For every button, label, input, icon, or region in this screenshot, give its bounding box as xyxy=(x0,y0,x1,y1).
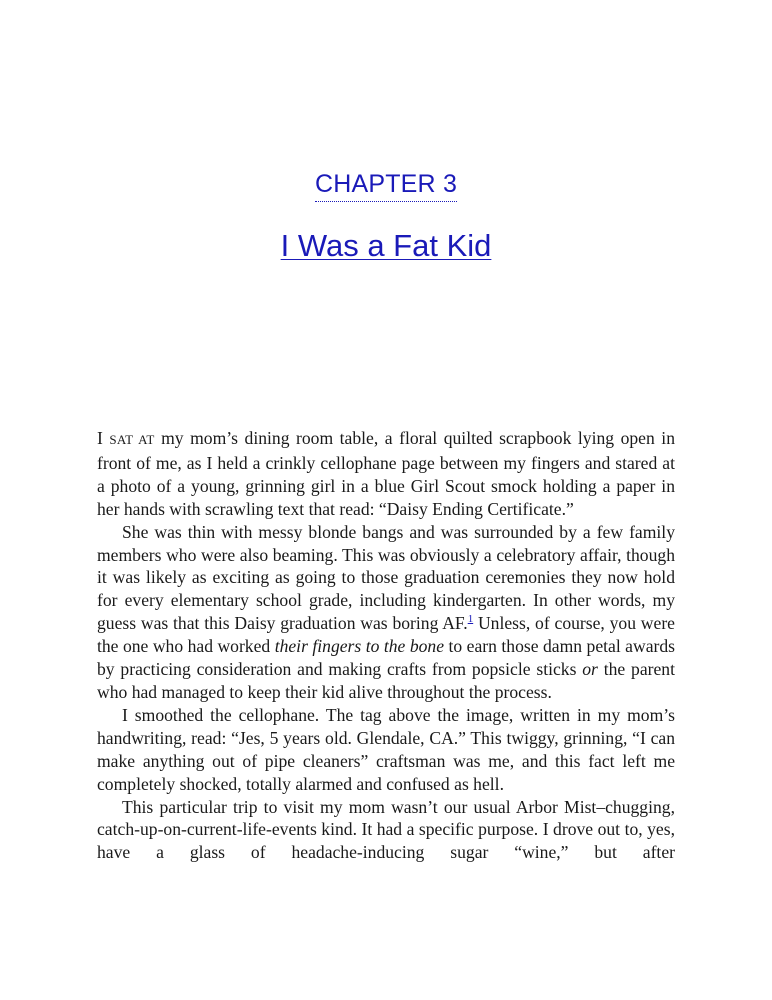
paragraph-text-c: to earn those damn petal awards by practicing consideration and making crafts from popsicle sticks xyxy=(97,636,676,680)
paragraph-text: This particular trip to visit my mom wasn’t our usual Arbor Mist–chugging, catch-up-on-current-life-events kind. It had a specific purpose. I drove out to, yes, have a glass of headache-inducing sugar “wine,” but after xyxy=(97,796,675,863)
chapter-number-link[interactable]: CHAPTER 3 xyxy=(315,168,457,202)
footnote-reference-link[interactable]: 1 xyxy=(467,613,474,626)
paragraph-lead-smallcaps: SAT AT xyxy=(109,432,155,447)
paragraph-italic-2: or xyxy=(582,659,598,680)
paragraph-text: my mom’s dining room table, a floral quilted scrapbook lying open in front of me, as I held a crinkly cellophane page between my fingers and stared at a photo of a young, grinning girl in a blue Girl Scout smock holding a paper in her hands with scrawling text that read: “Daisy Ending Certificate.” xyxy=(97,428,675,519)
paragraph-text-d: the parent who had managed to keep their kid alive throughout the process. xyxy=(97,659,675,702)
paragraph-italic-1: their fingers to the bone xyxy=(274,636,445,657)
paragraph-text: I smoothed the cellophane. The tag above the image, written in my mom’s handwriting, read: “Jes, 5 years old. Glendale, CA.” This twiggy, grinning, “I can make anything out of pipe cleaners” craftsman was me, and this fact left me completely shocked, totally alarmed and confused as hell. xyxy=(97,704,675,794)
chapter-heading xyxy=(0,168,772,202)
paragraph-text-a: She was thin with messy blonde bangs and was surrounded by a few family members who were also beaming. This was obviously a celebratory affair, though it was likely as exciting as going to those graduation ceremonies they now hold for every elementary school grade, including kindergarten. In other words, my guess was that this Daisy graduation was boring AF. xyxy=(97,521,675,634)
chapter-body xyxy=(97,427,675,864)
paragraph-text-b: Unless, of course, you were the one who had worked xyxy=(97,613,675,657)
paragraph-4 xyxy=(97,796,675,865)
paragraph-lead-word: I xyxy=(97,428,103,448)
chapter-title-link[interactable]: I Was a Fat Kid xyxy=(280,228,492,263)
paragraph-2 xyxy=(97,521,675,704)
paragraph-3 xyxy=(97,704,675,796)
paragraph-1 xyxy=(97,427,675,521)
chapter-title-container xyxy=(0,226,772,266)
